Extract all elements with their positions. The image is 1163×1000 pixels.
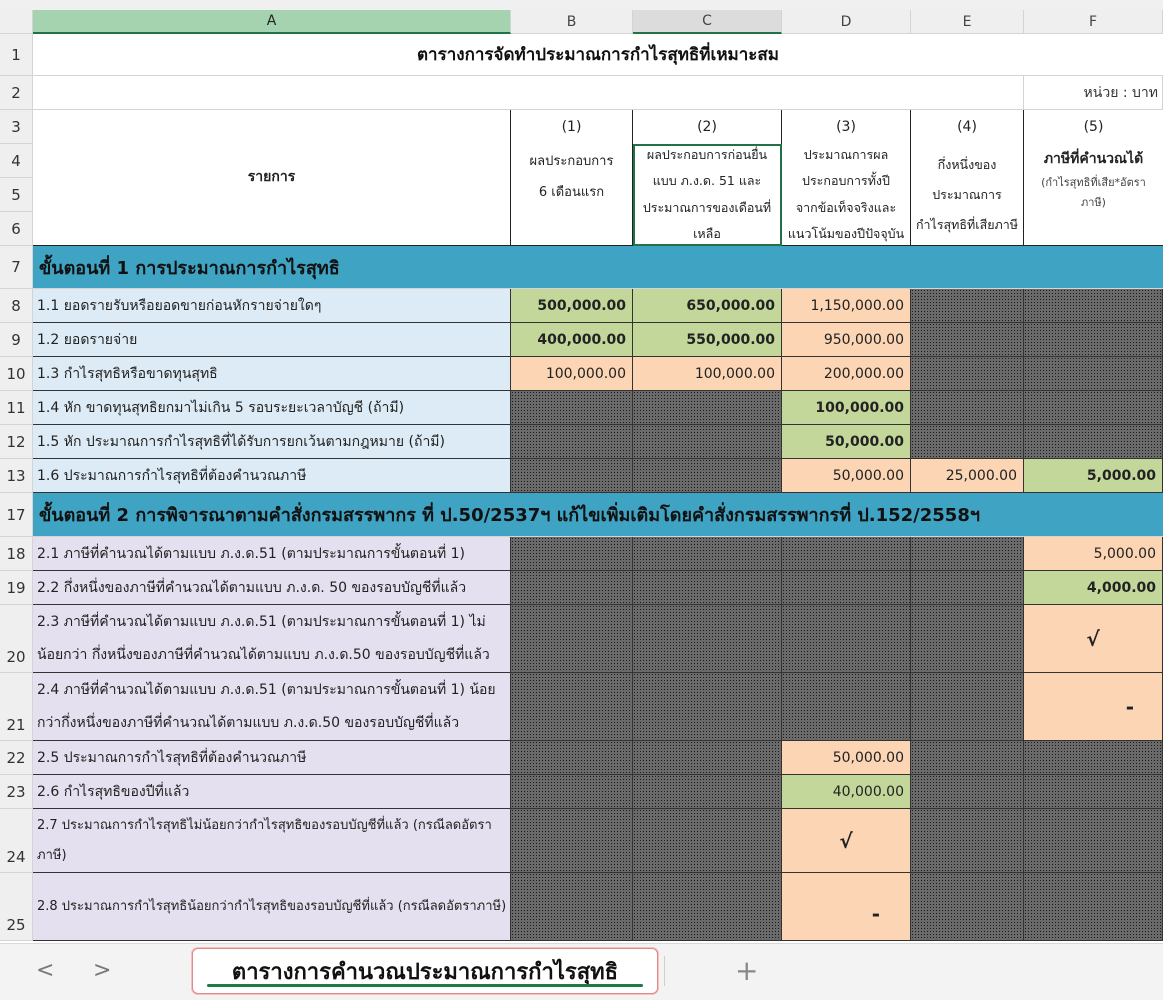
row-header[interactable]: 5 — [0, 178, 33, 212]
ribbon-edge — [0, 0, 1163, 10]
active-tab-underline — [207, 984, 643, 987]
blocked-cell — [511, 741, 633, 775]
row-header[interactable]: 24 — [0, 809, 33, 873]
sheet-tab-active[interactable] — [192, 948, 658, 994]
blocked-cell — [1024, 357, 1163, 391]
value-cell[interactable]: 550,000.00 — [633, 323, 782, 357]
step1-section-header[interactable]: ขั้นตอนที่ 1 การประมาณการกำไรสุทธิ — [33, 246, 1163, 289]
blocked-cell — [1024, 741, 1163, 775]
row-label[interactable]: 2.8 ประมาณการกำไรสุทธิน้อยกว่ากำไรสุทธิของรอบบัญชีที่แล้ว (กรณีลดอัตราภาษี) — [33, 873, 511, 941]
header-col2-line1: ผลประกอบการก่อนยื่น — [646, 147, 768, 162]
blocked-cell — [911, 605, 1024, 673]
add-sheet-icon[interactable]: + — [735, 954, 759, 987]
header-col5-line3: ภาษี) — [1081, 196, 1106, 210]
blocked-cell — [1024, 425, 1163, 459]
row-label[interactable]: 2.4 ภาษีที่คำนวณได้ตามแบบ ภ.ง.ด.51 (ตามประมาณการขั้นตอนที่ 1) น้อยกว่ากึ่งหนึ่งของภาษีที่คำนวณได้ตามแบบ ภ.ง.ด.50 ของรอบบัญชีที่แล้ว — [33, 673, 511, 741]
blocked-cell — [633, 391, 782, 425]
row-header[interactable]: 23 — [0, 775, 33, 809]
blocked-cell — [911, 391, 1024, 425]
blocked-cell — [633, 459, 782, 493]
header-col2-line2: แบบ ภ.ง.ด. 51 และ — [652, 173, 762, 189]
blocked-cell — [911, 741, 1024, 775]
header-col5-line1: ภาษีที่คำนวณได้ — [1043, 151, 1144, 167]
row-header[interactable]: 12 — [0, 425, 33, 459]
value-cell[interactable]: 100,000.00 — [633, 357, 782, 391]
row-header[interactable]: 1 — [0, 34, 33, 76]
blocked-cell — [911, 673, 1024, 741]
blocked-cell — [511, 809, 633, 873]
value-cell[interactable]: 1,150,000.00 — [782, 289, 911, 323]
blocked-cell — [633, 741, 782, 775]
value-cell[interactable]: 50,000.00 — [782, 741, 911, 775]
value-cell[interactable]: 40,000.00 — [782, 775, 911, 809]
blocked-cell — [911, 873, 1024, 941]
row-header[interactable]: 11 — [0, 391, 33, 425]
header-col3-line3: จากข้อเท็จจริงและ — [795, 199, 897, 215]
dash-cell[interactable]: - — [782, 873, 911, 941]
value-cell[interactable]: 400,000.00 — [511, 323, 633, 357]
blocked-cell — [633, 425, 782, 459]
row-label[interactable]: 2.3 ภาษีที่คำนวณได้ตามแบบ ภ.ง.ด.51 (ตามประมาณการขั้นตอนที่ 1) ไม่น้อยกว่า กึ่งหนึ่งของภาษีที่คำนวณได้ตามแบบ ภ.ง.ด.50 ของรอบบัญชีที่แล้ว — [33, 605, 511, 673]
blocked-cell — [511, 775, 633, 809]
header-col4-line2: ประมาณการ — [932, 186, 1002, 202]
unit-label[interactable]: หน่วย : บาท — [1024, 76, 1163, 110]
checkmark-cell[interactable]: √ — [1024, 605, 1163, 673]
value-cell[interactable]: 50,000.00 — [782, 459, 911, 493]
row-header[interactable]: 17 — [0, 493, 33, 537]
step2-section-header[interactable]: ขั้นตอนที่ 2 การพิจารณาตามคำสั่งกรมสรรพากร ที่ ป.50/2537ฯ แก้ไขเพิ่มเติมโดยคำสั่งกรมสรรพากรที่ ป.152/2558ฯ — [33, 493, 1163, 537]
blocked-cell — [1024, 289, 1163, 323]
column-header-d[interactable]: D — [782, 10, 911, 34]
select-all-corner[interactable] — [0, 10, 33, 34]
row-label[interactable]: 1.1 ยอดรายรับหรือยอดขายก่อนหักรายจ่ายใดๆ — [33, 289, 511, 323]
blocked-cell — [633, 873, 782, 941]
row-header[interactable]: 22 — [0, 741, 33, 775]
blocked-cell — [1024, 809, 1163, 873]
row-label[interactable]: 1.3 กำไรสุทธิหรือขาดทุนสุทธิ — [33, 357, 511, 391]
value-cell[interactable]: 50,000.00 — [782, 425, 911, 459]
header-col3[interactable] — [782, 144, 911, 246]
blocked-cell — [633, 605, 782, 673]
header-col3-number[interactable]: (3) — [782, 110, 911, 144]
row-header[interactable]: 7 — [0, 246, 33, 289]
tab-divider — [664, 956, 665, 986]
row-header[interactable]: 25 — [0, 873, 33, 941]
sheet-tab-bar — [0, 943, 1163, 1000]
row-header[interactable]: 6 — [0, 212, 33, 246]
header-col1[interactable] — [511, 144, 633, 246]
blocked-cell — [911, 537, 1024, 571]
header-col5[interactable] — [1024, 144, 1163, 246]
blocked-cell — [511, 425, 633, 459]
row-label[interactable]: 1.5 หัก ประมาณการกำไรสุทธิที่ได้รับการยกเว้นตามกฎหมาย (ถ้ามี) — [33, 425, 511, 459]
row-header[interactable]: 9 — [0, 323, 33, 357]
header-col3-line1: ประมาณการผล — [803, 147, 889, 162]
row-header[interactable]: 13 — [0, 459, 33, 493]
value-cell[interactable]: 25,000.00 — [911, 459, 1024, 493]
value-cell[interactable]: 4,000.00 — [1024, 571, 1163, 605]
header-col3-line2: ประกอบการทั้งปี — [802, 173, 890, 189]
header-col4-line3: กำไรสุทธิที่เสียภาษี — [915, 216, 1019, 232]
column-header-c[interactable]: C — [633, 10, 782, 34]
blocked-cell — [1024, 775, 1163, 809]
blocked-cell — [911, 775, 1024, 809]
blocked-cell — [511, 571, 633, 605]
row-header[interactable]: 2 — [0, 76, 33, 110]
header-col2-number[interactable]: (2) — [633, 110, 782, 144]
blocked-cell — [511, 673, 633, 741]
header-col1-number[interactable]: (1) — [511, 110, 633, 144]
blocked-cell — [782, 537, 911, 571]
value-cell[interactable]: 100,000.00 — [782, 391, 911, 425]
blocked-cell — [511, 537, 633, 571]
blocked-cell — [633, 673, 782, 741]
blocked-cell — [782, 605, 911, 673]
value-cell[interactable]: 200,000.00 — [782, 357, 911, 391]
header-col5-line2: (กำไรสุทธิที่เสีย*อัตรา — [1041, 175, 1146, 189]
row-header[interactable]: 20 — [0, 605, 33, 673]
row-label[interactable]: 2.6 กำไรสุทธิของปีที่แล้ว — [33, 775, 511, 809]
header-col1-line2: 6 เดือนแรก — [538, 185, 605, 201]
row-label[interactable]: 2.2 กึ่งหนึ่งของภาษีที่คำนวณได้ตามแบบ ภ.ง.ด. 50 ของรอบบัญชีที่แล้ว — [33, 571, 511, 605]
value-cell[interactable]: 650,000.00 — [633, 289, 782, 323]
row-header[interactable]: 21 — [0, 673, 33, 741]
header-col4[interactable] — [911, 144, 1024, 246]
blocked-cell — [911, 289, 1024, 323]
blocked-cell — [511, 605, 633, 673]
blocked-cell — [633, 537, 782, 571]
row-header[interactable]: 3 — [0, 110, 33, 144]
column-header-f[interactable]: F — [1024, 10, 1163, 34]
blocked-cell — [633, 809, 782, 873]
checkmark-cell[interactable]: √ — [782, 809, 911, 873]
row-header[interactable]: 8 — [0, 289, 33, 323]
blocked-cell — [782, 571, 911, 605]
header-col2-line4: เหลือ — [693, 225, 721, 241]
blocked-cell — [911, 357, 1024, 391]
blocked-cell — [633, 571, 782, 605]
header-col2-selected-cell[interactable] — [633, 144, 782, 246]
row-label[interactable]: 1.2 ยอดรายจ่าย — [33, 323, 511, 357]
blocked-cell — [782, 673, 911, 741]
blocked-cell — [511, 391, 633, 425]
dash-cell[interactable]: - — [1024, 673, 1163, 741]
blocked-cell — [1024, 391, 1163, 425]
blocked-cell — [633, 775, 782, 809]
header-col2-line3: ประมาณการของเดือนที่ — [642, 199, 772, 215]
header-col4-line1: กึ่งหนึ่งของ — [937, 156, 997, 172]
value-cell[interactable]: 5,000.00 — [1024, 459, 1163, 493]
header-col4-number[interactable]: (4) — [911, 110, 1024, 144]
header-col5-number[interactable]: (5) — [1083, 119, 1104, 135]
row-label[interactable]: 1.6 ประมาณการกำไรสุทธิที่ต้องคำนวณภาษี — [33, 459, 511, 493]
header-col3-line4: แนวโน้มของปีปัจจุบัน — [787, 225, 905, 241]
row-header[interactable]: 4 — [0, 144, 33, 178]
chevron-right-icon[interactable]: > — [93, 958, 112, 983]
row-label[interactable]: 2.1 ภาษีที่คำนวณได้ตามแบบ ภ.ง.ด.51 (ตามประมาณการขั้นตอนที่ 1) — [33, 537, 511, 571]
value-cell[interactable]: 5,000.00 — [1024, 537, 1163, 571]
blocked-cell — [1024, 873, 1163, 941]
empty-cell[interactable] — [33, 76, 1024, 110]
value-cell[interactable]: 500,000.00 — [511, 289, 633, 323]
row-header[interactable]: 10 — [0, 357, 33, 391]
row-label[interactable]: 1.4 หัก ขาดทุนสุทธิยกมาไม่เกิน 5 รอบระยะเวลาบัญชี (ถ้ามี) — [33, 391, 511, 425]
value-cell[interactable]: 950,000.00 — [782, 323, 911, 357]
row-label[interactable]: 2.5 ประมาณการกำไรสุทธิที่ต้องคำนวณภาษี — [33, 741, 511, 775]
blocked-cell — [911, 809, 1024, 873]
row-label[interactable]: 2.7 ประมาณการกำไรสุทธิไม่น้อยกว่ากำไรสุทธิของรอบบัญชีที่แล้ว (กรณีลดอัตราภาษี) — [33, 809, 511, 873]
column-header-e[interactable]: E — [911, 10, 1024, 34]
blocked-cell — [911, 571, 1024, 605]
row-header[interactable]: 18 — [0, 537, 33, 571]
blocked-cell — [911, 425, 1024, 459]
value-cell[interactable]: 100,000.00 — [511, 357, 633, 391]
header-item[interactable]: รายการ — [33, 110, 511, 246]
header-col1-line1: ผลประกอบการ — [529, 154, 614, 169]
row-header[interactable]: 19 — [0, 571, 33, 605]
blocked-cell — [1024, 323, 1163, 357]
column-header-b[interactable]: B — [511, 10, 633, 34]
chevron-left-icon[interactable]: < — [36, 958, 55, 983]
blocked-cell — [911, 323, 1024, 357]
sheet-tab-label: ตารางการคำนวณประมาณการกำไรสุทธิ — [231, 959, 619, 985]
column-header-a[interactable]: A — [33, 10, 511, 34]
blocked-cell — [511, 459, 633, 493]
blocked-cell — [511, 873, 633, 941]
table-title[interactable]: ตารางการจัดทำประมาณการกำไรสุทธิที่เหมาะสม — [33, 34, 1163, 76]
